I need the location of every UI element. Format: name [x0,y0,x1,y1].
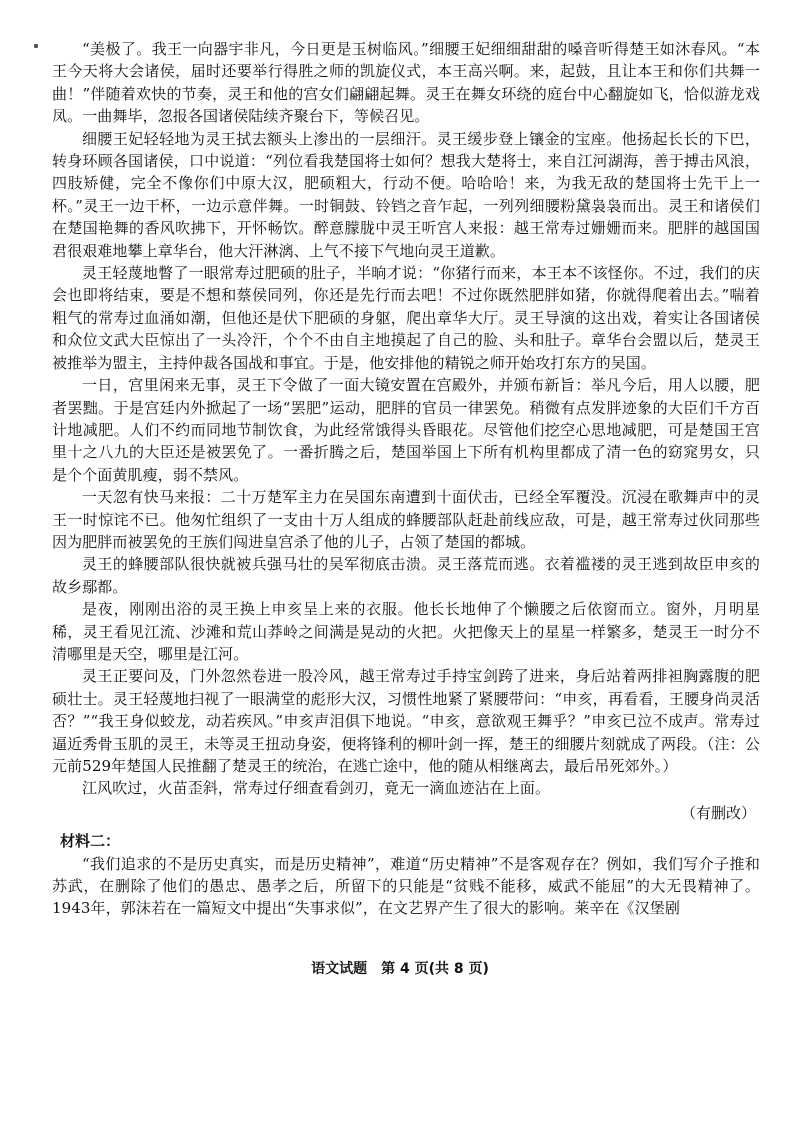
story-paragraph-3: 灵王轻蔑地瞥了一眼常寿过肥硕的肚子，半晌才说：“你猪行而来，本王本不该怪你。不过，我们的庆会也即将结束，要是不想和蔡侯同列，你还是先行而去吧！不过你既然肥胖如猪，你就得爬着出去。”喘着粗气的常寿过血涌如潮，但他还是伏下肥硕的身躯，爬出章华大厅。灵王导演的这出戏，着实让各国诸侯和众位文武大臣惊出了一头冷汗，个个不由自主地摸起了自己的脸、头和肚子。章华台会盟以后，楚灵王被推举为盟主，主持仲裁各国战和事宜。于是，他安排他的精锐之师开始攻打东方的吴国。 [52,264,760,372]
story-paragraph-5: 一天忽有快马来报：二十万楚军主力在吴国东南遭到十面伏击，已经全军覆没。沉浸在歌舞声中的灵王一时惊诧不已。他匆忙组织了一支由十万人组成的蜂腰部队赶赴前线应敌，可是，越王常寿过伙同那些因为肥胖而被罢免的王族们闯进皇宫杀了他的儿子，占领了楚国的都城。 [52,488,760,551]
story-paragraph-2: 细腰王妃轻轻地为灵王拭去额头上渗出的一层细汗。灵王缓步登上镶金的宝座。他扬起长长的下巴，转身环顾各国诸侯，口中说道：“列位看我楚国将士如何？想我大楚将士，来自江河湖海，善于搏击风浪，四肢矫健，完全不像你们中原大汉，肥硕粗大，行动不便。哈哈哈！来，为我无敌的楚国将士先干上一杯。”灵王一边干杯，一边示意伴舞。一时铜鼓、铃铛之音乍起，一列列细腰粉黛袅袅而出。灵王和诸侯们在楚国艳舞的香风吹拂下，开怀畅饮。醉意朦胧中灵王听宫人来报：越王常寿过姗姗而来。肥胖的越国国君很艰难地攀上章华台，他大汗淋漓、上气不接下气地向灵王道歉。 [52,129,760,260]
story-paragraph-9: 江风吹过，火苗歪斜，常寿过仔细查看剑刃，竟无一滴血迹沾在上面。 [82,779,551,798]
page-footer: 语文试题 第 4 页(共 8 页) [311,961,489,977]
story-paragraph-8: 灵王正要问及，门外忽然卷进一股冷风，越王常寿过手持宝剑跨了进来，身后站着两排袒胸露腹的肥硕壮士。灵王轻蔑地扫视了一眼满堂的彪形大汉，习惯性地紧了紧腰带问：“申亥，再看看，王腰身尚灵活否？”“我王身似蛟龙，动若疾风。”申亥声泪俱下地说。“申亥，意欲观王舞乎？”申亥已泣不成声。常寿过逼近秀骨玉肌的灵王，未等灵王扭动身姿，便将锋利的柳叶剑一挥，楚王的细腰片刻就成了两段。（注：公元前529年楚国人民推翻了楚灵王的统治，在逃亡途中，他的随从相继离去，最后吊死郊外。） [52,667,760,775]
source-note: （有删改） [680,803,756,822]
story-paragraph-4: 一日，宫里闲来无事，灵王下令做了一面大镜安置在宫殿外，并颁布新旨：举凡今后，用人以腰，肥者罢黜。于是宫廷内外掀起了一场“罢肥”运动，肥胖的官员一律罢免。稍微有点发胖迹象的大臣们千方百计地减肥。人们不约而同地节制饮食，为此经常饿得头昏眼花。尽管他们挖空心思地减肥，可是楚国王宫里十之八九的大臣还是被罢免了。一番折腾之后，楚国举国上下所有机构里都成了清一色的窈窕男女，只是个个面黄肌瘦，弱不禁风。 [52,376,760,484]
document-page [52,38,760,920]
material-2-heading: 材料二： [60,832,121,851]
scan-mark [34,44,38,48]
story-paragraph-7: 是夜，刚刚出浴的灵王换上申亥呈上来的衣服。他长长地伸了个懒腰之后依窗而立。窗外，月明星稀，灵王看见江流、沙滩和荒山莽岭之间满是晃动的火把。火把像天上的星星一样繁多，楚灵王一时分不清哪里是天空，哪里是江河。 [52,600,760,663]
material-2-paragraph: “我们追求的不是历史真实，而是历史精神”，难道“历史精神”不是客观存在？例如，我们写介子推和苏武，在删除了他们的愚忠、愚孝之后，所留下的只能是“贫贱不能移，威武不能屈”的大无畏精神了。1943年，郭沫若在一篇短文中提出“失事求似”，在文艺界产生了很大的影响。莱辛在《汉堡剧 [52,854,760,918]
story-paragraph-1: “美极了。我王一向器宇非凡，今日更是玉树临风。”细腰王妃细细甜甜的嗓音听得楚王如沐春风。“本王今天将大会诸侯，届时还要举行得胜之师的凯旋仪式，本王高兴啊。来，起鼓，且让本王和你们共舞一曲！”伴随着欢快的节奏，灵王和他的宫女们翩翩起舞。灵王在舞女环绕的庭台中心翻旋如飞，恰似游龙戏凤。一曲舞毕，忽报各国诸侯陆续齐聚台下，等候召见。 [52,40,760,126]
story-paragraph-6: 灵王的蜂腰部队很快就被兵强马壮的吴军彻底击溃。灵王落荒而逃。衣着褴褛的灵王逃到故臣申亥的故乡鄢都。 [52,555,760,596]
